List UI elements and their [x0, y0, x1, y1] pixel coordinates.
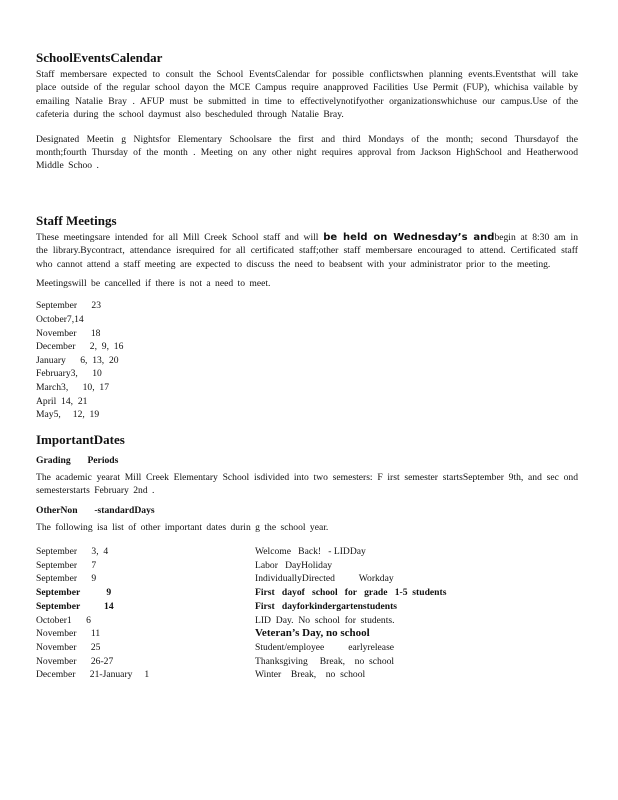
table-row	[36, 559, 581, 573]
meeting-date-item: November 18	[36, 327, 101, 339]
meeting-date-item: October7,14	[36, 314, 84, 326]
event-cell: Winter Break, no school	[255, 669, 366, 681]
date-cell: September 9	[36, 587, 112, 599]
date-cell: November 25	[36, 641, 101, 653]
event-cell: Student/employee earlyrelease	[255, 641, 395, 653]
date-cell: November 26-27	[36, 655, 114, 667]
date-cell: November 11	[36, 628, 101, 640]
event-cell: IndividuallyDirected Workday	[255, 573, 394, 585]
date-cell: September 9	[36, 573, 97, 585]
staff-meetings-paragraph-1	[36, 231, 578, 271]
staff-meetings-heading: Staff Meetings	[36, 212, 117, 228]
grading-periods-paragraph: The academic yearat Mill Creek Elementary School isdivided into two semesters: F irst semester startsSeptember 9th, and sec ond semesterstarts February 2nd .	[36, 471, 578, 497]
meeting-date-item: May5, 12, 19	[36, 409, 100, 421]
date-cell: December 21-January 1	[36, 669, 150, 681]
meeting-date-item: September 23	[36, 300, 102, 312]
date-cell: September 3, 4	[36, 546, 109, 558]
table-row	[36, 655, 581, 669]
event-cell: Veteran’s Day, no school	[255, 627, 370, 640]
meeting-date-item: March3, 10, 17	[36, 382, 110, 394]
important-dates-heading: ImportantDates	[36, 431, 125, 447]
staff-meeting-dates-list	[36, 299, 578, 421]
staff-meetings-text-b: begin at 8:30 am in the library.Bycontract, attendance isrequired for all certificated staff;other staff membersare encouraged to attend. Certificated staff who cannot attend a staff meeting are expected to discuss the need to beabsent with your administrator prior to the meeting.	[36, 231, 578, 270]
event-cell: First dayof school for grade 1-5 students	[255, 587, 447, 599]
calendar-heading: SchoolEventsCalendar	[36, 50, 163, 65]
staff-meetings-paragraph-2: Meetingswill be cancelled if there is not a need to meet.	[36, 278, 271, 290]
table-row	[36, 641, 581, 655]
important-dates-table	[36, 545, 581, 682]
table-row	[36, 627, 581, 641]
staff-meetings-text-a: These meetingsare intended for all Mill Creek School staff and will	[36, 231, 324, 243]
event-cell: First dayforkindergartenstudents	[255, 600, 398, 612]
table-row	[36, 600, 581, 614]
meeting-date-item: December 2, 9, 16	[36, 341, 124, 353]
meeting-date-item: February3, 10	[36, 368, 102, 380]
event-cell: Thanksgiving Break, no school	[255, 655, 395, 667]
grading-periods-subheading: Grading Periods	[36, 454, 119, 466]
event-cell: LID Day. No school for students.	[255, 614, 395, 626]
table-row	[36, 668, 581, 682]
meeting-date-item: January 6, 13, 20	[36, 354, 119, 366]
other-days-subheading: OtherNon -standardDays	[36, 504, 155, 516]
meeting-date-item: April 14, 21	[36, 395, 88, 407]
calendar-paragraph-1: Staff membersare expected to consult the School EventsCalendar for possible conflictswhen planning events.Eventsthat will take place outside of the regular school dayon the MCE Campus require anapproved Facilities Use Permit (FUP), whichisa vailable by emailing Natalie Bray . AFUP must be submitted in time to effectivelynotifyother organizationswhichuse our campus.Use of the cafeteria during the school daymust also bescheduled through Natalie Bray.	[36, 69, 578, 121]
table-row	[36, 586, 581, 600]
event-cell: Welcome Back! - LIDDay	[255, 546, 366, 558]
other-days-paragraph: The following isa list of other important dates durin g the school year.	[36, 521, 329, 533]
table-row	[36, 572, 581, 586]
event-cell: Labor DayHoliday	[255, 559, 332, 571]
staff-meetings-bold-text: be held on Wednesday’s and	[323, 231, 495, 243]
calendar-paragraph-2: Designated Meetin g Nightsfor Elementary Schoolsare the first and third Mondays of the month; second Thursdayof the month;fourth Thursday of the month . Meeting on any other night requires approval from Jackson HighSchool and Heatherwood Middle Schoo .	[36, 133, 578, 172]
date-cell: September 7	[36, 559, 97, 571]
date-cell: September 14	[36, 600, 114, 612]
table-row	[36, 614, 581, 628]
date-cell: October1 6	[36, 614, 91, 626]
table-row	[36, 545, 581, 559]
